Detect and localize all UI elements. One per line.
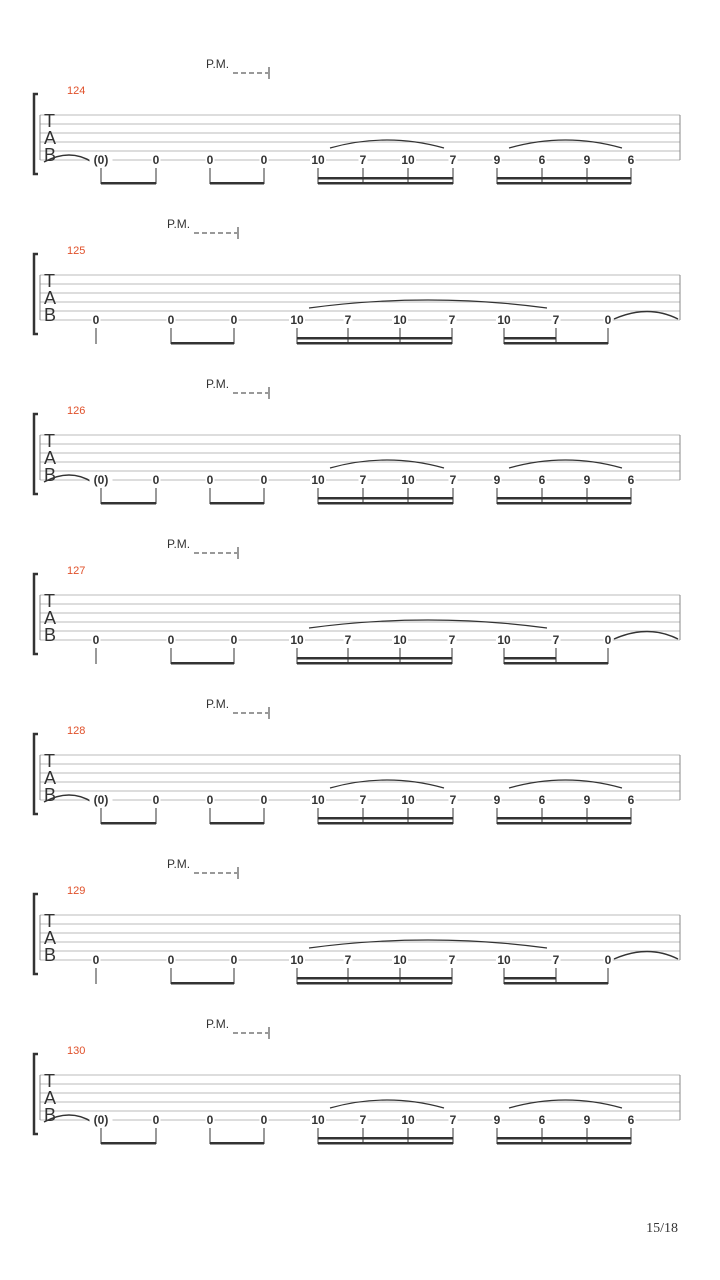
- beam: [497, 822, 631, 825]
- beam: [101, 182, 156, 185]
- beam: [297, 977, 452, 980]
- tab-system-svg: [0, 1015, 720, 1165]
- tab-system: [0, 1015, 720, 1165]
- fret-number: 9: [493, 473, 501, 487]
- fret-number: 0: [167, 953, 175, 967]
- tab-clef-letter: B: [44, 305, 57, 325]
- fret-number: 10: [401, 153, 415, 167]
- beam: [318, 817, 453, 820]
- fret-number: 6: [627, 1113, 635, 1127]
- tab-system: [0, 55, 720, 205]
- fret-number: 0: [230, 313, 238, 327]
- tab-clef-letter: A: [44, 928, 57, 948]
- fret-number: 0: [206, 473, 214, 487]
- fret-number: 10: [393, 313, 407, 327]
- tab-clef-letter: B: [44, 785, 57, 805]
- fret-number: 0: [152, 473, 160, 487]
- beam: [497, 177, 631, 180]
- tab-clef-letter: T: [44, 271, 55, 291]
- beam: [497, 182, 631, 185]
- fret-number: 0: [206, 153, 214, 167]
- palm-mute-label: P.M.: [206, 697, 230, 711]
- tab-clef-letter: A: [44, 1088, 57, 1108]
- tab-clef-letter: B: [44, 625, 57, 645]
- fret-number: 10: [497, 953, 511, 967]
- fret-number: 10: [311, 793, 325, 807]
- beam: [318, 177, 453, 180]
- fret-number: 7: [552, 313, 560, 327]
- system-bracket: [34, 894, 38, 974]
- tab-system-svg: [0, 375, 720, 525]
- fret-number: 6: [538, 153, 546, 167]
- beam: [210, 822, 264, 825]
- fret-number: (0): [93, 1113, 109, 1127]
- tab-clef-letter: A: [44, 288, 57, 308]
- tab-system: [0, 535, 720, 685]
- tab-clef-letter: T: [44, 431, 55, 451]
- tab-clef-letter: B: [44, 145, 57, 165]
- fret-number: 10: [401, 1113, 415, 1127]
- tab-clef-letter: T: [44, 1071, 55, 1091]
- beam: [297, 657, 452, 660]
- fret-number: 7: [359, 793, 367, 807]
- system-bracket: [34, 1054, 38, 1134]
- outgoing-tie-arc: [614, 312, 678, 320]
- tab-clef-letter: B: [44, 465, 57, 485]
- fret-number: 0: [167, 313, 175, 327]
- system-bracket: [34, 254, 38, 334]
- fret-number: 7: [449, 473, 457, 487]
- fret-number: (0): [93, 793, 109, 807]
- beam: [504, 977, 556, 980]
- beam: [101, 1142, 156, 1145]
- fret-number: 0: [152, 153, 160, 167]
- beam: [318, 497, 453, 500]
- measure-number: 127: [67, 565, 86, 577]
- fret-number: 10: [497, 313, 511, 327]
- fret-number: 9: [493, 1113, 501, 1127]
- tab-clef-letter: T: [44, 111, 55, 131]
- fret-number: 0: [92, 953, 100, 967]
- tab-system: [0, 855, 720, 1005]
- beam: [318, 822, 453, 825]
- beam: [497, 1142, 631, 1145]
- fret-number: 7: [448, 633, 456, 647]
- system-bracket: [34, 734, 38, 814]
- tie-arc: [509, 140, 622, 148]
- fret-number: 0: [92, 313, 100, 327]
- palm-mute-label: P.M.: [167, 857, 191, 871]
- fret-number: 9: [583, 153, 591, 167]
- fret-number: 9: [493, 793, 501, 807]
- tab-system: [0, 215, 720, 365]
- fret-number: 7: [449, 153, 457, 167]
- beam: [297, 337, 452, 340]
- fret-number: 10: [393, 953, 407, 967]
- outgoing-tie-arc: [614, 632, 678, 640]
- tie-arc: [509, 780, 622, 788]
- fret-number: 0: [92, 633, 100, 647]
- tie-arc: [309, 620, 547, 628]
- fret-number: 10: [401, 473, 415, 487]
- fret-number: 0: [206, 793, 214, 807]
- tab-clef-letter: A: [44, 608, 57, 628]
- tab-system-svg: [0, 55, 720, 205]
- beam: [504, 662, 556, 665]
- beam: [210, 1142, 264, 1145]
- fret-number: 7: [448, 953, 456, 967]
- beam: [318, 1137, 453, 1140]
- beam: [497, 1137, 631, 1140]
- fret-number: 7: [449, 1113, 457, 1127]
- beam: [318, 502, 453, 505]
- palm-mute-label: P.M.: [206, 1017, 230, 1031]
- fret-number: (0): [93, 473, 109, 487]
- fret-number: (0): [93, 153, 109, 167]
- tie-arc: [330, 140, 444, 148]
- fret-number: 6: [538, 1113, 546, 1127]
- page-number: 15/18: [646, 1221, 678, 1236]
- fret-number: 7: [359, 1113, 367, 1127]
- system-bracket: [34, 574, 38, 654]
- fret-number: 10: [311, 1113, 325, 1127]
- beam: [504, 337, 556, 340]
- fret-number: 0: [604, 953, 612, 967]
- tab-clef-letter: T: [44, 751, 55, 771]
- beam: [171, 342, 234, 345]
- tab-clef-letter: T: [44, 911, 55, 931]
- fret-number: 6: [627, 153, 635, 167]
- tab-clef-letter: B: [44, 945, 57, 965]
- beam: [504, 982, 556, 985]
- tab-system-svg: [0, 535, 720, 685]
- fret-number: 7: [449, 793, 457, 807]
- beam: [210, 502, 264, 505]
- fret-number: 10: [497, 633, 511, 647]
- tab-clef-letter: T: [44, 591, 55, 611]
- beam: [497, 497, 631, 500]
- beam: [171, 662, 234, 665]
- fret-number: 10: [290, 633, 304, 647]
- fret-number: 7: [344, 313, 352, 327]
- beam: [210, 182, 264, 185]
- beam: [297, 342, 452, 345]
- beam: [318, 1142, 453, 1145]
- beam: [504, 342, 556, 345]
- fret-number: 0: [260, 473, 268, 487]
- palm-mute-label: P.M.: [206, 57, 230, 71]
- fret-number: 0: [604, 313, 612, 327]
- fret-number: 9: [583, 473, 591, 487]
- fret-number: 9: [583, 793, 591, 807]
- beam: [101, 822, 156, 825]
- tab-system: [0, 375, 720, 525]
- beam: [497, 817, 631, 820]
- tie-arc: [330, 780, 444, 788]
- beam: [101, 502, 156, 505]
- outgoing-tie-arc: [614, 952, 678, 960]
- beam: [497, 502, 631, 505]
- tie-arc: [330, 1100, 444, 1108]
- fret-number: 6: [538, 793, 546, 807]
- fret-number: 0: [604, 633, 612, 647]
- beam: [297, 662, 452, 665]
- fret-number: 0: [230, 953, 238, 967]
- fret-number: 0: [230, 633, 238, 647]
- tie-arc: [330, 460, 444, 468]
- palm-mute-label: P.M.: [167, 217, 191, 231]
- tab-system: [0, 695, 720, 845]
- fret-number: 0: [260, 793, 268, 807]
- fret-number: 0: [206, 1113, 214, 1127]
- tie-arc: [309, 940, 547, 948]
- fret-number: 6: [627, 793, 635, 807]
- tie-arc: [509, 1100, 622, 1108]
- fret-number: 9: [583, 1113, 591, 1127]
- fret-number: 7: [359, 473, 367, 487]
- fret-number: 10: [290, 313, 304, 327]
- fret-number: 6: [538, 473, 546, 487]
- fret-number: 0: [152, 793, 160, 807]
- fret-number: 7: [344, 633, 352, 647]
- beam: [504, 657, 556, 660]
- fret-number: 0: [260, 153, 268, 167]
- fret-number: 7: [552, 633, 560, 647]
- fret-number: 10: [290, 953, 304, 967]
- fret-number: 0: [152, 1113, 160, 1127]
- palm-mute-label: P.M.: [167, 537, 191, 551]
- beam: [171, 982, 234, 985]
- tab-system-svg: [0, 215, 720, 365]
- measure-number: 124: [67, 85, 86, 97]
- fret-number: 10: [311, 473, 325, 487]
- measure-number: 130: [67, 1045, 86, 1057]
- tab-system-svg: [0, 855, 720, 1005]
- fret-number: 6: [627, 473, 635, 487]
- palm-mute-label: P.M.: [206, 377, 230, 391]
- fret-number: 10: [401, 793, 415, 807]
- tab-clef-letter: A: [44, 128, 57, 148]
- measure-number: 129: [67, 885, 86, 897]
- tie-arc: [509, 460, 622, 468]
- fret-number: 0: [167, 633, 175, 647]
- fret-number: 7: [359, 153, 367, 167]
- tab-clef-letter: A: [44, 768, 57, 788]
- tab-clef-letter: B: [44, 1105, 57, 1125]
- fret-number: 7: [344, 953, 352, 967]
- fret-number: 10: [393, 633, 407, 647]
- measure-number: 126: [67, 405, 86, 417]
- system-bracket: [34, 414, 38, 494]
- beam: [297, 982, 452, 985]
- measure-number: 128: [67, 725, 86, 737]
- fret-number: 7: [552, 953, 560, 967]
- tab-system-svg: [0, 695, 720, 845]
- fret-number: 0: [260, 1113, 268, 1127]
- fret-number: 10: [311, 153, 325, 167]
- fret-number: 9: [493, 153, 501, 167]
- system-bracket: [34, 94, 38, 174]
- fret-number: 7: [448, 313, 456, 327]
- measure-number: 125: [67, 245, 86, 257]
- tab-clef-letter: A: [44, 448, 57, 468]
- tie-arc: [309, 300, 547, 308]
- beam: [318, 182, 453, 185]
